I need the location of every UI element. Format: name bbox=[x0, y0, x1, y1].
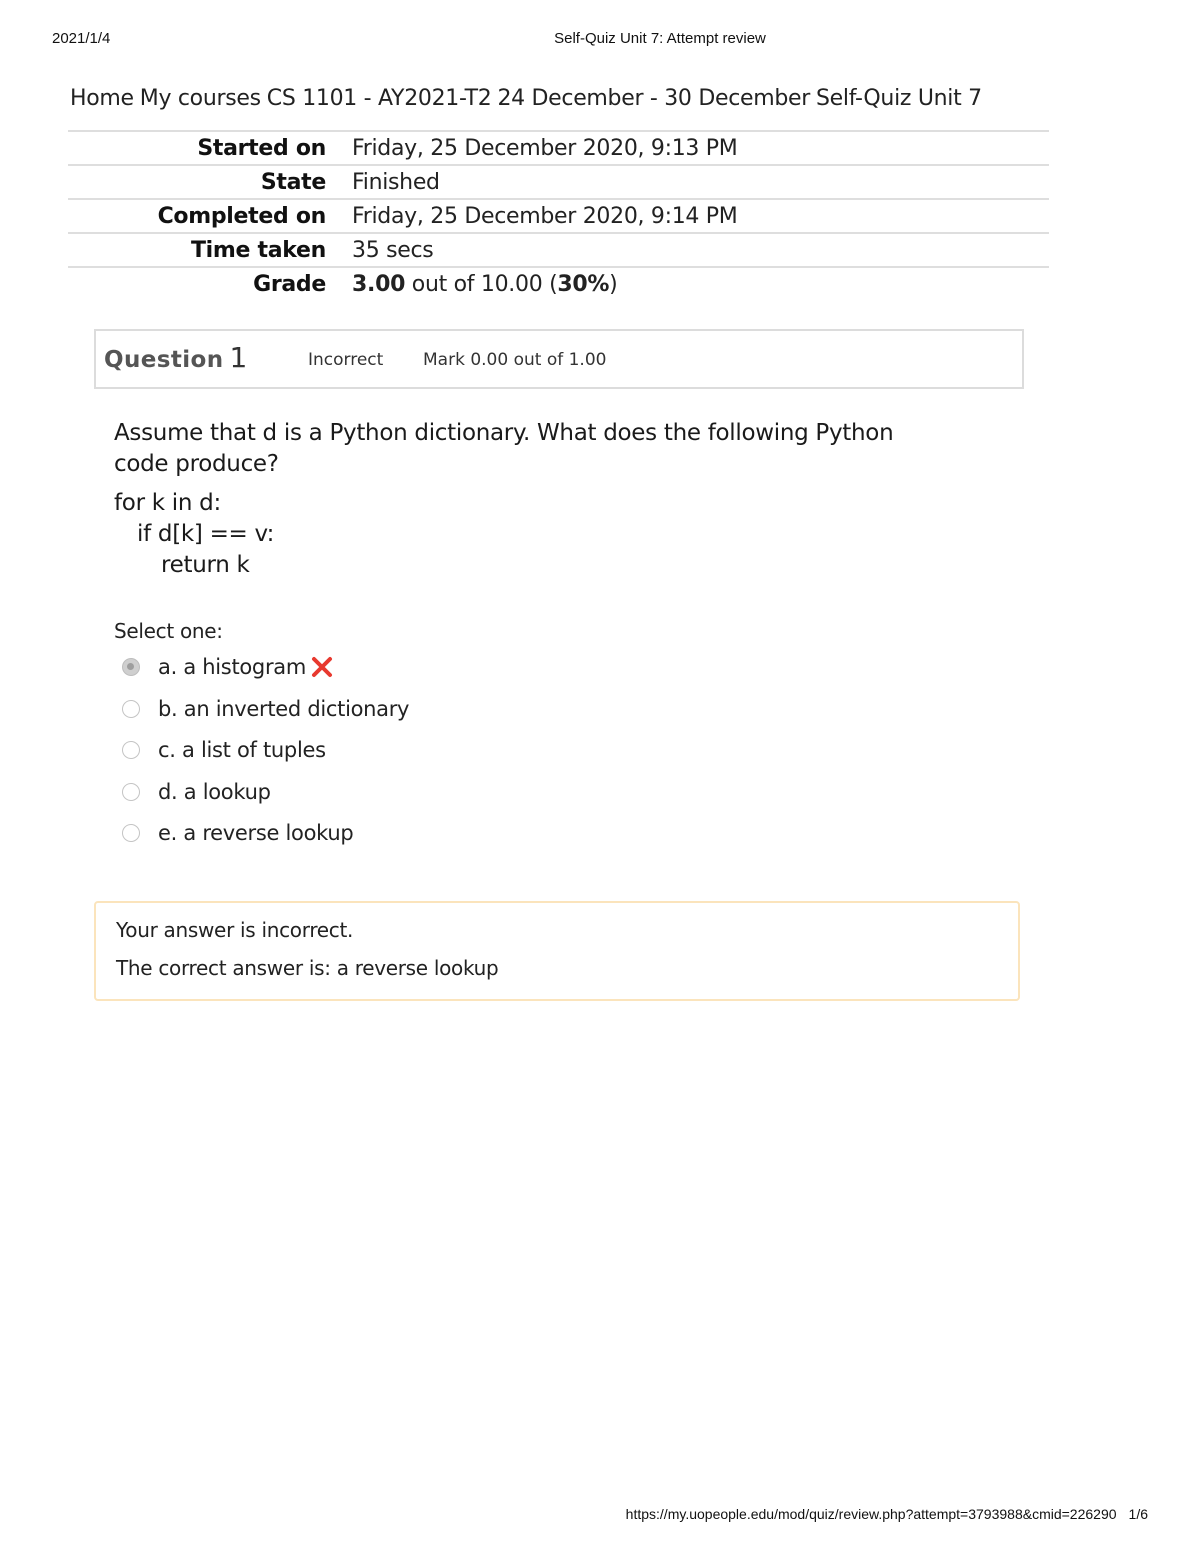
summary-row-state bbox=[68, 165, 1049, 199]
answer-option-e[interactable] bbox=[122, 818, 353, 848]
answer-label: d. a lookup bbox=[158, 780, 271, 804]
radio-icon[interactable] bbox=[122, 700, 140, 718]
summary-label: Started on bbox=[197, 135, 326, 161]
feedback-message: Your answer is incorrect. bbox=[116, 918, 354, 942]
breadcrumb-home[interactable]: Home bbox=[70, 86, 134, 111]
question-label-text: Question bbox=[104, 347, 224, 373]
summary-value: 35 secs bbox=[352, 237, 434, 263]
breadcrumb bbox=[70, 86, 988, 111]
answer-option-b[interactable] bbox=[122, 694, 409, 724]
code-line-3: return k bbox=[161, 552, 250, 578]
summary-row-completed bbox=[68, 199, 1049, 233]
print-date: 2021/1/4 bbox=[52, 30, 111, 47]
breadcrumb-section[interactable]: 24 December - 30 December bbox=[497, 86, 811, 111]
select-one-prompt: Select one: bbox=[114, 619, 223, 643]
code-line-1: for k in d: bbox=[114, 490, 221, 516]
answer-option-d[interactable] bbox=[122, 777, 271, 807]
question-grade: Mark 0.00 out of 1.00 bbox=[423, 350, 607, 370]
grade-out-of: out of 10.00 bbox=[411, 271, 543, 297]
question-text: Assume that d is a Python dictionary. What does the following Python code produce? bbox=[114, 420, 894, 477]
radio-icon[interactable] bbox=[122, 783, 140, 801]
correct-answer-text: The correct answer is: a reverse lookup bbox=[116, 956, 499, 980]
breadcrumb-my-courses[interactable]: My courses bbox=[139, 86, 261, 111]
summary-value: 3.00 out of 10.00 (30%) bbox=[352, 271, 618, 297]
code-line-2: if d[k] == v: bbox=[137, 521, 275, 547]
summary-label: Time taken bbox=[190, 237, 326, 263]
summary-label: State bbox=[260, 169, 326, 195]
breadcrumb-course[interactable]: CS 1101 - AY2021-T2 bbox=[266, 86, 492, 111]
question-number: 1 bbox=[229, 341, 248, 374]
summary-value: Friday, 25 December 2020, 9:14 PM bbox=[352, 203, 738, 229]
radio-icon[interactable] bbox=[122, 824, 140, 842]
answer-label: c. a list of tuples bbox=[158, 738, 326, 762]
summary-value: Friday, 25 December 2020, 9:13 PM bbox=[352, 135, 738, 161]
answer-option-c[interactable] bbox=[122, 735, 326, 765]
summary-value: Finished bbox=[352, 169, 440, 195]
radio-icon[interactable] bbox=[122, 741, 140, 759]
summary-row-grade bbox=[68, 267, 1049, 300]
attempt-summary-table bbox=[68, 130, 1049, 300]
cross-icon bbox=[310, 655, 334, 679]
answer-label: a. a histogram bbox=[158, 655, 307, 679]
grade-score: 3.00 bbox=[352, 271, 406, 297]
print-page-number: 1/6 bbox=[1128, 1506, 1148, 1522]
print-url: https://my.uopeople.edu/mod/quiz/review.php?attempt=3793988&cmid=226290 bbox=[625, 1506, 1117, 1522]
summary-row-started bbox=[68, 131, 1049, 165]
summary-label: Completed on bbox=[157, 203, 326, 229]
answer-option-a[interactable] bbox=[122, 652, 334, 682]
print-footer bbox=[626, 1506, 1148, 1522]
breadcrumb-quiz[interactable]: Self-Quiz Unit 7 bbox=[816, 86, 982, 111]
question-info-box bbox=[94, 329, 1024, 389]
question-label bbox=[104, 341, 248, 374]
print-title: Self-Quiz Unit 7: Attempt review bbox=[554, 30, 766, 47]
answer-label: e. a reverse lookup bbox=[158, 821, 354, 845]
answer-label: b. an inverted dictionary bbox=[158, 697, 410, 721]
feedback-box bbox=[94, 901, 1020, 1001]
radio-selected-icon[interactable] bbox=[122, 658, 140, 676]
summary-row-time-taken bbox=[68, 233, 1049, 267]
summary-label: Grade bbox=[253, 271, 326, 297]
grade-percent: 30% bbox=[557, 271, 610, 297]
question-state: Incorrect bbox=[308, 350, 384, 370]
print-header bbox=[0, 30, 1200, 50]
